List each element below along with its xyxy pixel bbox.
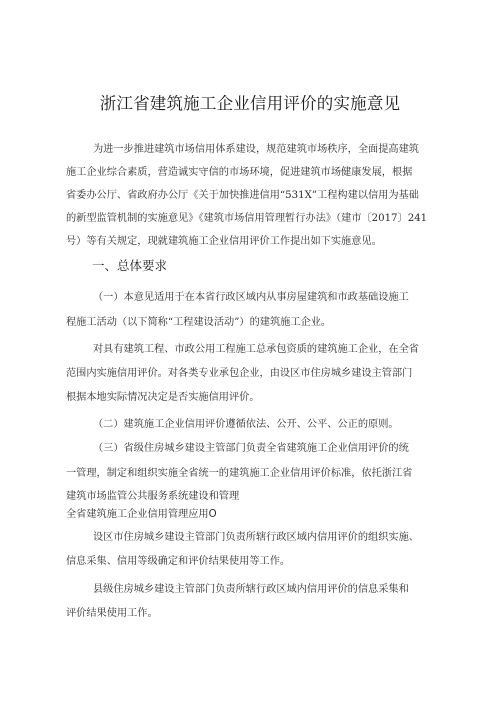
para1-line-2: 程施工活动（以下简称“工程建设活动”）的建筑施工企业。 <box>66 317 332 328</box>
para4-line-4-tail: O <box>208 509 217 520</box>
para6-line-2: 评价结果使用工作。 <box>66 608 158 619</box>
para2-line-1: 对具有建筑工程、市政公用工程施工总承包资质的建筑施工企业，在全省 <box>93 344 419 355</box>
para4-line-3: 建筑市场监管公共服务系统建设和管理 <box>66 491 240 502</box>
section-heading-general-requirements: 一、总体要求 <box>92 258 168 273</box>
para2-line-2: 范围内实施信用评价。对各类专业承包企业，由设区市住房城乡建设主管部门 <box>66 368 413 379</box>
intro-line-5: 号）等有关规定，现就建筑施工企业信用评价工作提出如下实施意见。 <box>66 236 382 247</box>
intro-line-3: 省委办公厅、省政府办公厅《关于加快推进信用“531X”工程构建以信用为基础 <box>66 190 419 201</box>
intro-line-1: 为进一步推进建筑市场信用体系建设，规范建筑市场秩序，全面提高建筑 <box>93 144 419 155</box>
para4-line-4 <box>66 508 217 522</box>
para1-line-1: （一）本意见适用于在本省行政区域内从事房屋建筑和市政基础设施工 <box>93 292 409 303</box>
document-title: 浙江省建筑施工企业信用评价的实施意见 <box>99 94 401 113</box>
para2-line-3: 根据本地实际情况决定是否实施信用评价。 <box>66 392 260 403</box>
para4-line-1: （三）省级住房城乡建设主管部门负责全省建筑施工企业信用评价的统 <box>93 443 409 454</box>
intro-line-2: 施工企业综合素质，营造诚实守信的市场环境，促进建筑市场健康发展，根据 <box>66 167 413 178</box>
intro-line-4: 的新型监管机制的实施意见》《建筑市场信用管理暂行办法》（建市〔2017〕241 <box>66 213 428 224</box>
para5-line-2: 信息采集、信用等级确定和评价结果使用等工作。 <box>66 556 291 567</box>
para3-line-1: （二）建筑施工企业信用评价遵循依法、公开、公平、公正的原则。 <box>93 419 399 430</box>
para4-line-4-text: 全省建筑施工企业信用管理应用 <box>66 509 209 520</box>
para4-line-2: 一管理，制定和组织实施全省统一的建筑施工企业信用评价标准，依托浙江省 <box>66 468 413 479</box>
para5-line-1: 设区市住房城乡建设主管部门负责所辖行政区域内信用评价的组织实施、 <box>93 532 419 543</box>
para6-line-1: 县级住房城乡建设主管部门负责所辖行政区域内信用评价的信息采集和 <box>93 584 409 595</box>
